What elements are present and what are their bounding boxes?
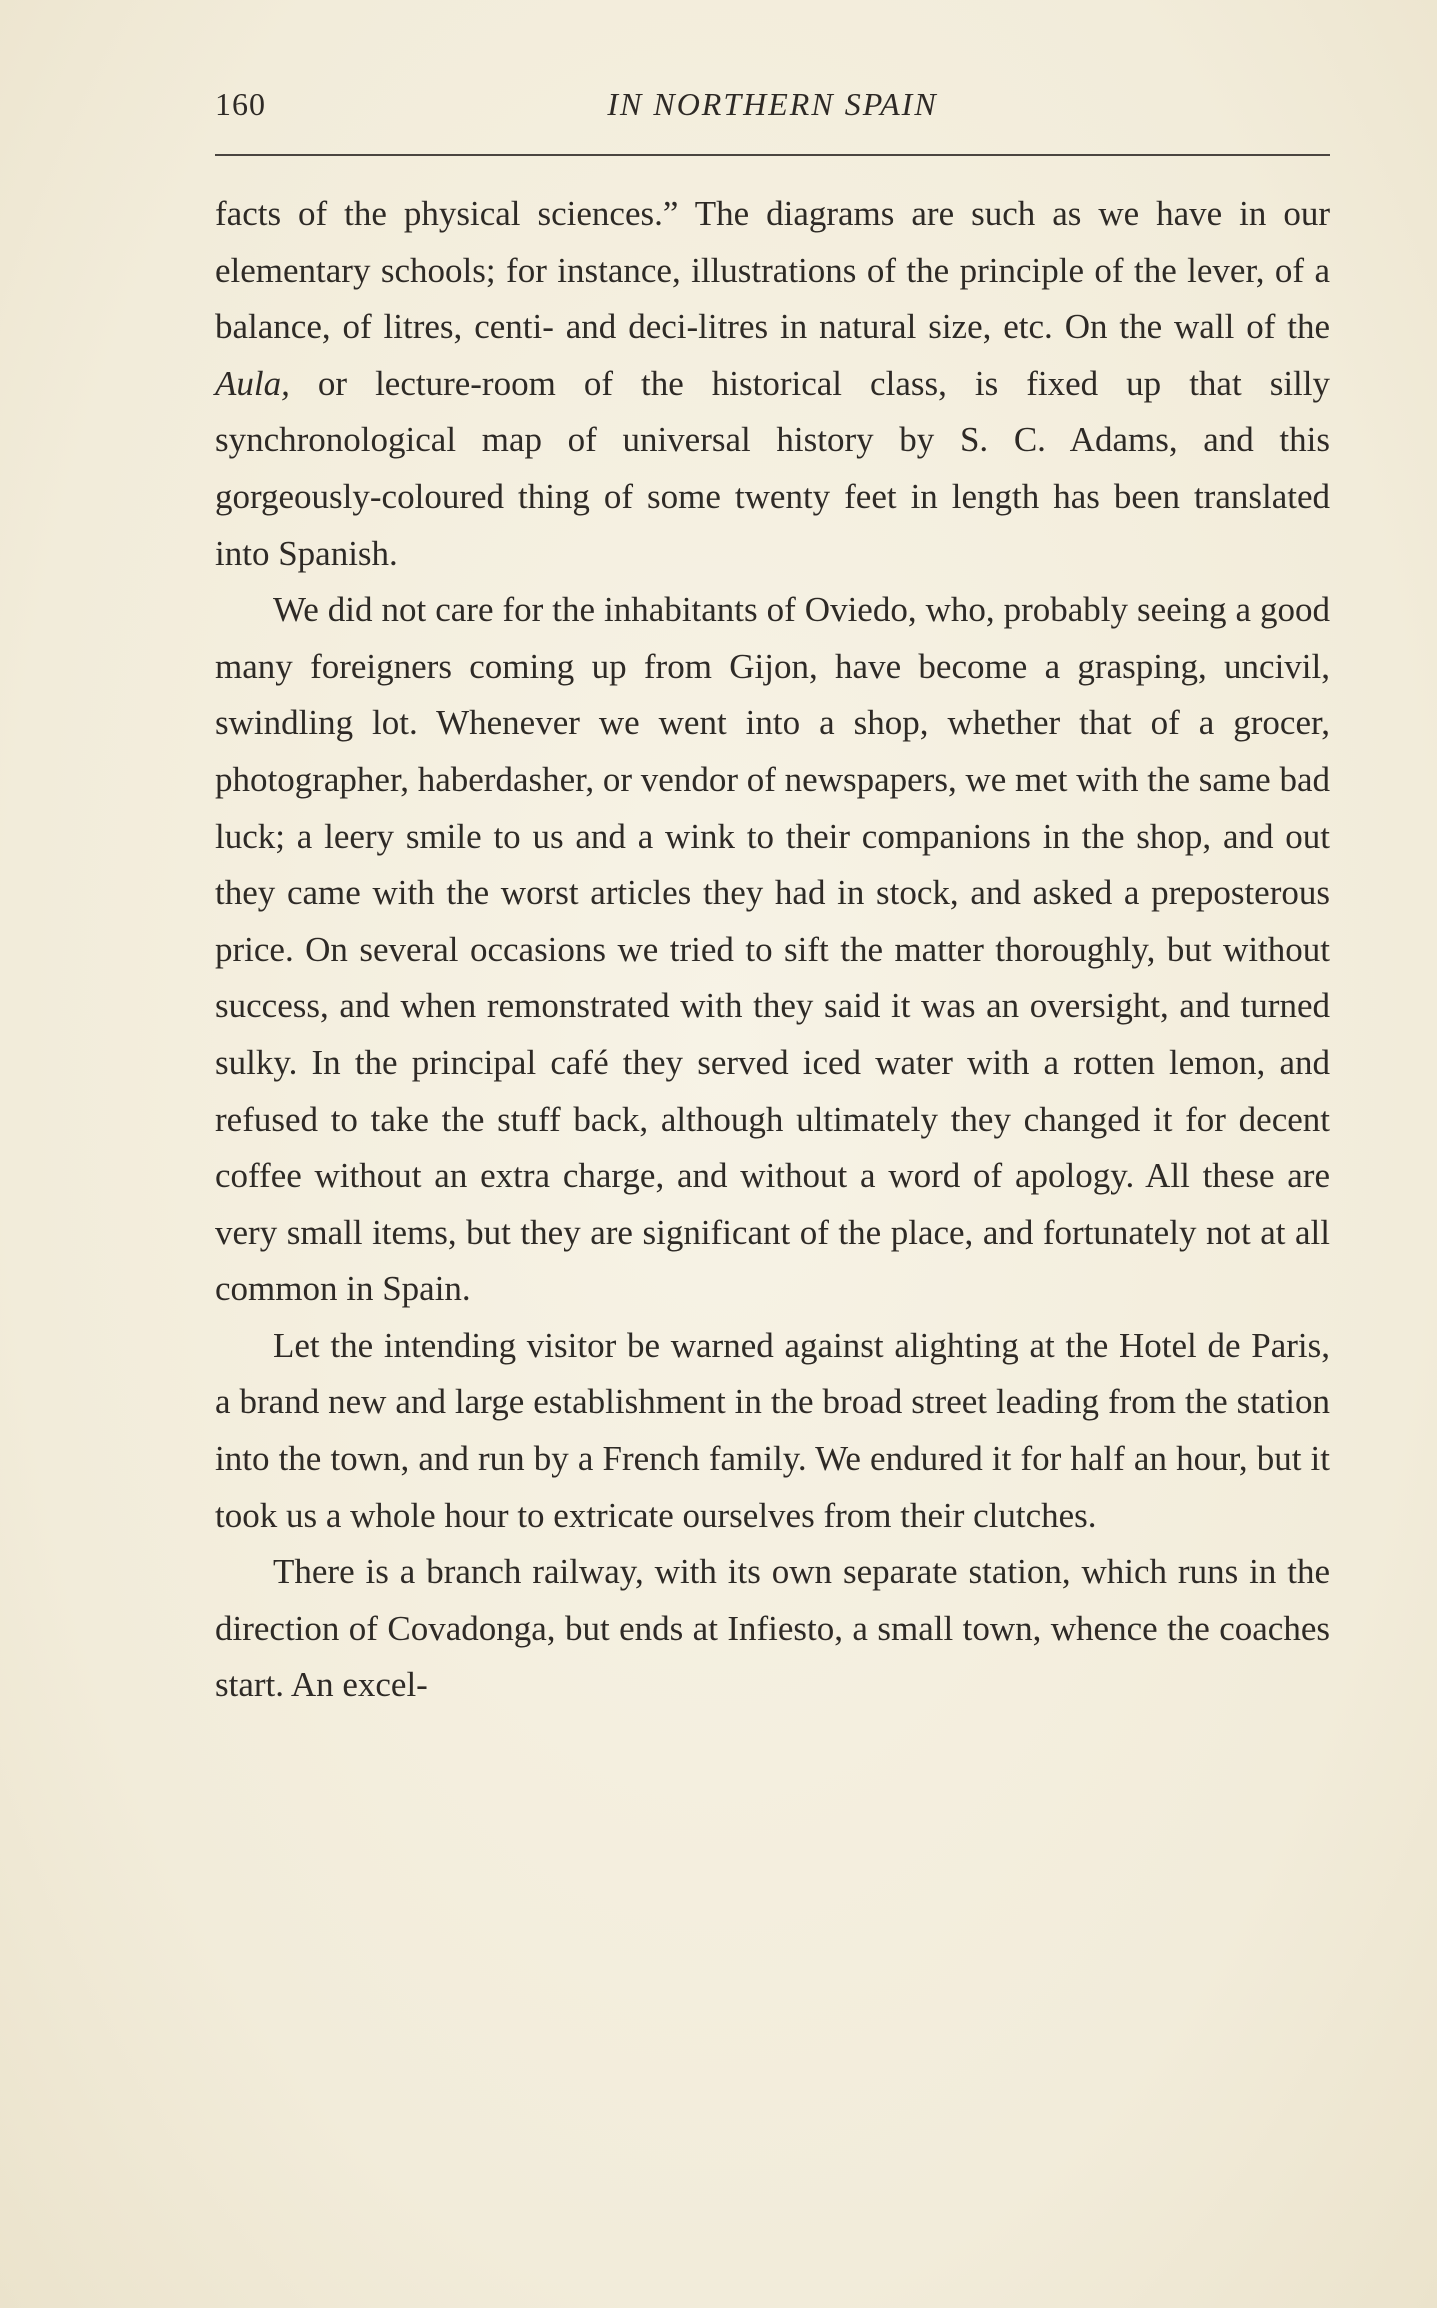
paragraph-1-text-end: or lecture-room of the historical class, is fixed up that silly synchronological map of universal history by S. C. Adams, and this gorgeously-coloured thing of some twenty feet in length has been translated into Spanish. [215, 363, 1330, 573]
page-header [215, 86, 1330, 132]
aula-emphasis: Aula, [215, 363, 290, 403]
paragraph-2: We did not care for the inhabitants of Oviedo, who, probably seeing a good many foreigners coming up from Gijon, have become a grasping, uncivil, swindling lot. Whenever we went into a shop, whether that of a grocer, photographer, haberdasher, or vendor of newspapers, we met with the same bad luck; a leery smile to us and a wink to their companions in the shop, and out they came with the worst articles they had in stock, and asked a preposterous price. On several occasions we tried to sift the matter thoroughly, but without success, and when remonstrated with they said it was an oversight, and turned sulky. In the principal café they served iced water with a rotten lemon, and refused to take the stuff back, although ultimately they changed it for decent coffee without an extra charge, and without a word of apology. All these are very small items, but they are significant of the place, and fortunately not at all common in Spain. [215, 590, 1330, 1309]
paragraph-4: There is a branch railway, with its own separate station, which runs in the direction of Covadonga, but ends at Infiesto, a small town, whence the coaches start. An excel- [215, 1552, 1330, 1705]
paragraph-3: Let the intending visitor be warned against alighting at the Hotel de Paris, a brand new and large establishment in the broad street leading from the station into the town, and run by a French family. We endured it for half an hour, but it took us a whole hour to extricate ourselves from their clutches. [215, 1325, 1330, 1535]
body-text [215, 186, 1330, 1714]
running-title: IN NORTHERN SPAIN [607, 86, 938, 122]
paragraph-1-text-start: facts of the physical sciences.” The diagrams are such as we have in our elementary schools; for instance, illustrations of the principle of the lever, of a balance, of litres, centi- and deci-litres in natural size, etc. On the wall of the [215, 194, 1330, 347]
page-number: 160 [215, 86, 266, 122]
header-rule [215, 154, 1330, 156]
paragraph-1 [215, 186, 1330, 582]
